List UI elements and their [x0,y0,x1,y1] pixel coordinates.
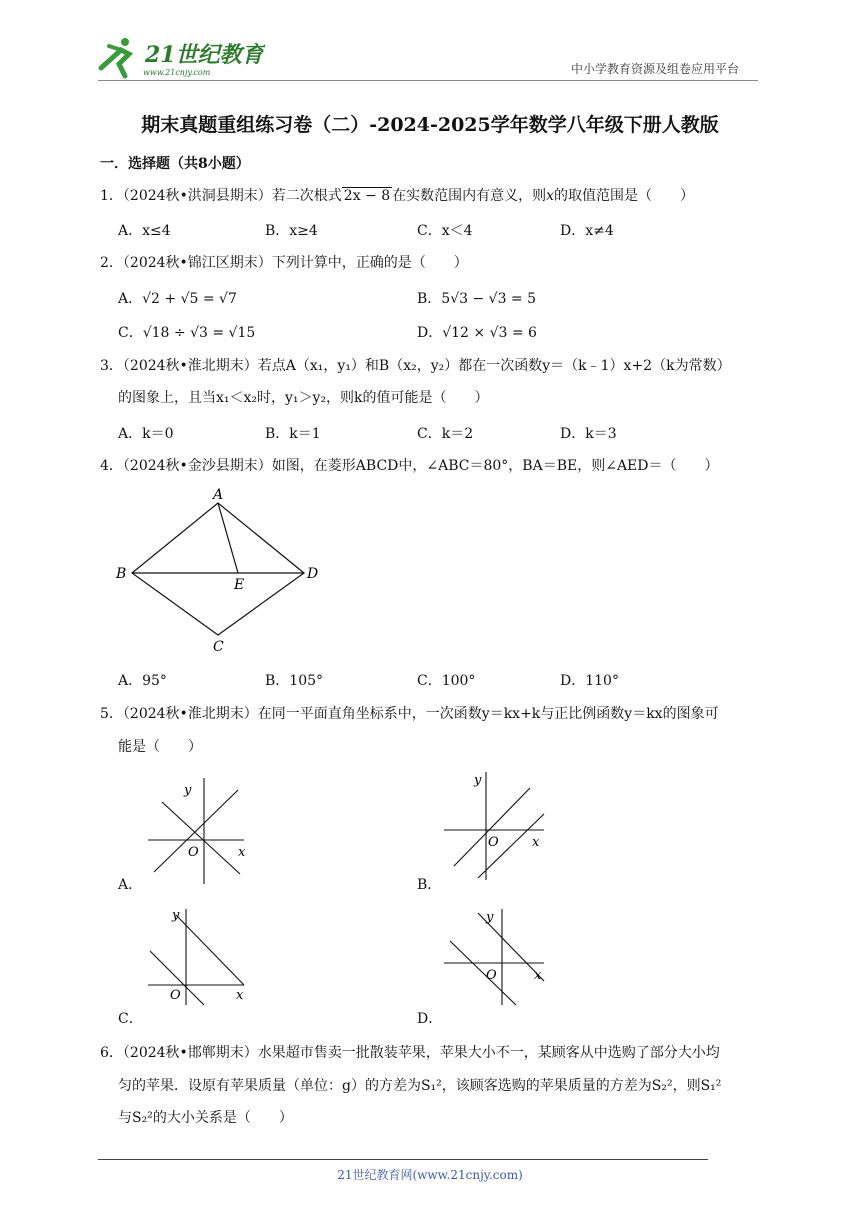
axis-y-label: y [184,783,192,798]
question-4: 4．（2024秋•金沙县期末）如图，在菱形ABCD中，∠ABC＝80°，BA＝BE，则∠AED＝（ ） [100,458,719,474]
question-5-line-2: 能是（ ） [118,739,202,755]
logo-url: www.21cnjy.com [143,68,211,77]
footer-link[interactable]: 21世纪教育网(www.21cnjy.com) [337,1168,523,1182]
q1-option-d: D．x≠4 [560,223,614,239]
question-6-line-3: 与S₂²的大小关系是（ ） [118,1110,293,1126]
svg-text:O: O [488,835,499,850]
vertex-a-label: A [213,487,224,503]
svg-text:x: x [236,988,244,1003]
site-logo [95,36,265,80]
point-e-label: E [234,577,245,593]
svg-text:y: y [172,908,180,923]
runner-icon [101,38,129,76]
header-divider [98,80,758,81]
q3-option-b: B．k＝1 [265,426,321,442]
q2-option-c: C．√18 ÷ √3 = √15 [118,325,256,341]
footer-divider [98,1159,708,1160]
q3-option-a: A．k＝0 [118,426,174,442]
origin-label: O [188,845,199,860]
q2-option-a: A．√2 + √5 = √7 [118,291,237,307]
page-title: 期末真题重组练习卷（二）-2024-2025学年数学八年级下册人教版 [141,114,719,136]
vertex-c-label: C [213,639,224,655]
q5-option-a: A． [118,877,143,893]
q4-option-c: C．100° [417,673,476,689]
logo-text: 21世纪教育 [145,42,264,68]
q1-option-b: B．x≥4 [265,223,318,239]
svg-text:x: x [534,968,542,983]
graph-b [440,768,550,886]
question-3-line-2: 的图象上，且当x₁＜x₂时，y₁＞y₂，则k的值可能是（ ） [118,390,489,406]
vertex-b-label: B [116,566,127,582]
svg-text:y: y [486,910,494,925]
graph-c [140,905,250,1010]
q4-option-a: A．95° [118,673,167,689]
q4-option-b: B．105° [265,673,324,689]
q5-option-b: B． [417,877,442,893]
platform-name: 中小学教育资源及组卷应用平台 [571,62,740,76]
q3-option-c: C．k＝2 [417,426,474,442]
question-3-line-1: 3．（2024秋•淮北期末）若点A（x₁，y₁）和B（x₂，y₂）都在一次函数y＝（k﹣1）x+2（k为常数） [100,358,731,374]
graph-d [440,905,550,1010]
section-heading: 一．选择题（共8小题） [100,156,250,172]
svg-text:O: O [170,988,181,1003]
axis-x-label: x [238,845,246,860]
q4-option-d: D．110° [560,673,619,689]
svg-text:y: y [474,773,482,788]
graph-a [140,772,250,890]
radical-expression: 2x − 8 [343,188,391,204]
question-6-line-1: 6．（2024秋•邯郸期末）水果超市售卖一批散装苹果，苹果大小不一，某顾客从中选购了部分大小均 [100,1045,720,1061]
q5-option-c: C． [118,1011,143,1027]
svg-text:O: O [486,968,497,983]
question-6-line-2: 匀的苹果．设原有苹果质量（单位：g）的方差为S₁²，该顾客选购的苹果质量的方差为S₂²，则S₁² [118,1078,722,1094]
q1-option-a: A．x≤4 [118,223,171,239]
q5-option-d: D． [417,1011,443,1027]
question-5-line-1: 5．（2024秋•淮北期末）在同一平面直角坐标系中，一次函数y＝kx+k与正比例函数y＝kx的图象可 [100,706,719,722]
q2-option-d: D．√12 × √3 = 6 [417,325,537,341]
rhombus-figure [112,485,322,655]
question-1: 1．（2024秋•洪洞县期末）若二次根式 2x − 8 在实数范围内有意义，则x的取值范围是（ ） [100,188,695,204]
vertex-d-label: D [307,566,319,582]
q1-option-c: C．x＜4 [417,223,473,239]
svg-text:x: x [532,835,540,850]
q2-option-b: B．5√3 − √3 = 5 [417,291,537,307]
question-2: 2．（2024秋•锦江区期末）下列计算中，正确的是（ ） [100,255,468,271]
q3-option-d: D．k＝3 [560,426,617,442]
